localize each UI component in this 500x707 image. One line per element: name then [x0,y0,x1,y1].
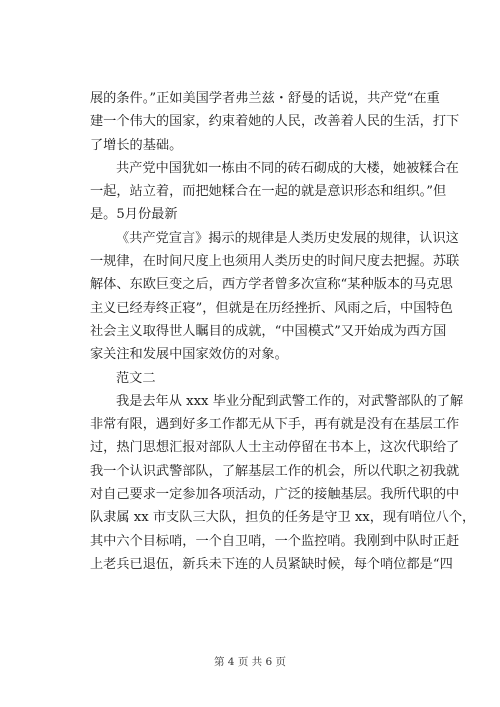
text-line: 一规律，在时间尺度上也须用人类历史的时间尺度去把握。苏联 [90,254,460,270]
text-line: 队隶属 xx 市支队三大队，担负的任务是守卫 xx，现有哨位八个， [90,510,476,526]
paragraph-start-line: 《共产党宣言》揭示的规律是人类历史发展的规律，认识这 [116,230,459,246]
text-line: 了增长的基础。 [90,137,183,153]
text-line: 对自己要求一定参加各项活动，广泛的接触基层。我所代职的中 [90,487,460,503]
text-line: 是。5月份最新 [90,207,178,223]
text-line: 一起，站立着，而把她糅合在一起的就是意识形态和组织。”但 [90,184,447,200]
text-line: 解体、东欧巨变之后，西方学者曾多次宣称“某种版本的马克思 [90,277,453,293]
text-line: 我一个认识武警部队，了解基层工作的机会，所以代职之初我就 [90,463,460,479]
text-line: 非常有限，遇到好多工作都无从下手，再有就是没有在基层工作 [90,417,460,433]
paragraph-start-line: 我是去年从 xxx 毕业分配到武警工作的，对武警部队的了解 [116,393,464,409]
text-line: 过，热门思想汇报对部队人士主动停留在书本上，这次代职给了 [90,440,460,456]
text-line: 上老兵已退伍，新兵未下连的人员紧缺时候，每个哨位都是“四 [90,556,453,572]
page-number-footer: 第 4 页 共 6 页 [213,656,287,668]
text-line: 其中六个目标哨，一个自卫哨，一个监控哨。我刚到中队时正赶 [90,533,460,549]
text-line: 建一个伟大的国家，约束着她的人民，改善着人民的生活，打下 [90,114,460,130]
paragraph-start-line: 共产党中国犹如一栋由不同的砖石砌成的大楼，她被糅合在 [116,160,459,176]
text-line: 主义已经寿终正寝”，但就是在历经挫折、风雨之后，中国特色 [90,300,453,316]
text-line: 家关注和发展中国家效仿的对象。 [90,347,288,363]
section-heading: 范文二 [116,370,156,386]
text-line: 展的条件。”正如美国学者弗兰兹・舒曼的话说，共产党“在重 [90,91,440,106]
document-body [90,87,476,576]
text-line: 社会主义取得世人瞩目的成就，“中国模式”又开始成为西方国 [90,323,447,339]
